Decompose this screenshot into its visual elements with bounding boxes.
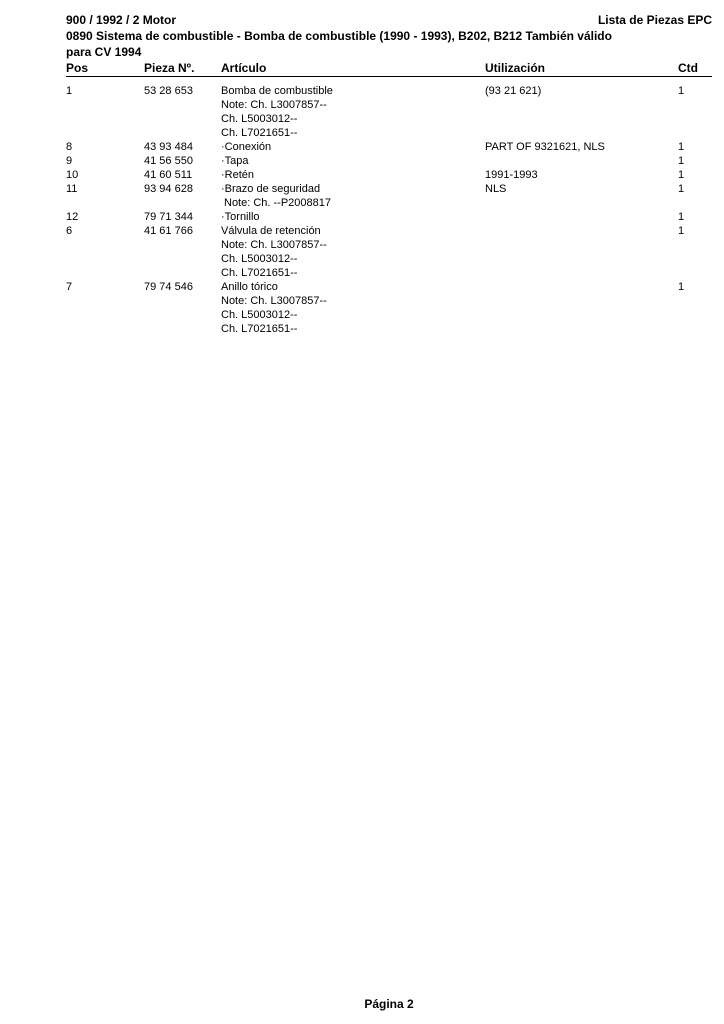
page-number: Página 2 [364,997,414,1011]
row-quantity: 1 [678,155,685,167]
row-note: Note: Ch. L3007857-- [221,239,327,251]
row-pos: 6 [66,225,73,237]
row-usage: 1991-1993 [485,169,538,181]
row-article: Bomba de combustible [221,85,333,97]
row-note: Ch. L5003012-- [221,113,298,125]
row-pos: 11 [66,183,78,195]
row-part-number: 41 61 766 [144,225,193,237]
document-title: 900 / 1992 / 2 Motor [66,13,177,27]
row-article-cell [221,224,327,280]
row-article: ·Conexión [221,141,272,153]
column-header-part-number: Pieza Nº. [144,61,195,75]
row-article-cell [221,140,271,154]
row-article: Anillo tórico [221,281,278,293]
row-note: Ch. L5003012-- [221,309,298,321]
row-pos: 7 [66,281,73,293]
row-article-cell [221,182,331,210]
row-usage: NLS [485,183,507,195]
table-row [0,210,724,224]
row-quantity: 1 [678,225,685,237]
table-row [0,182,724,210]
row-article: Válvula de retención [221,225,321,237]
table-row [0,154,724,168]
row-quantity: 1 [678,211,685,223]
row-article: ·Tapa [221,155,249,167]
row-article-cell [221,280,327,336]
row-part-number: 79 74 546 [144,281,193,293]
catalog-title: Lista de Piezas EPC [597,13,712,27]
row-note: Ch. L7021651-- [221,127,298,139]
column-header-pos: Pos [66,61,89,75]
header-divider [66,76,712,77]
row-quantity: 1 [678,85,685,97]
row-quantity: 1 [678,281,685,293]
row-quantity: 1 [678,141,685,153]
table-row [0,280,724,336]
row-note: Note: Ch. --P2008817 [224,197,332,209]
row-part-number: 53 28 653 [144,85,193,97]
row-usage: PART OF 9321621, NLS [485,141,605,153]
row-article-cell [221,210,260,224]
row-note: Note: Ch. L3007857-- [221,295,327,307]
row-part-number: 41 60 511 [144,169,193,181]
row-quantity: 1 [678,169,685,181]
row-note: Ch. L5003012-- [221,253,298,265]
row-part-number: 43 93 484 [144,141,193,153]
row-part-number: 93 94 628 [144,183,193,195]
table-row [0,224,724,280]
row-article-cell [221,168,254,182]
row-part-number: 79 71 344 [144,211,193,223]
row-note: Ch. L7021651-- [221,267,298,279]
row-pos: 9 [66,155,73,167]
parts-table [0,84,724,336]
row-pos: 1 [66,85,73,97]
row-article-cell [221,154,249,168]
row-usage: (93 21 621) [485,85,542,97]
row-article: ·Brazo de seguridad [221,183,321,195]
row-pos: 12 [66,211,79,223]
column-header-usage: Utilización [485,61,546,75]
table-row [0,84,724,140]
section-title-line-1: 0890 Sistema de combustible - Bomba de combustible (1990 - 1993), B202, B212 También válido [66,29,612,43]
column-header-quantity: Ctd [678,61,698,75]
row-quantity: 1 [678,183,685,195]
row-article-cell [221,84,333,140]
row-pos: 10 [66,169,79,181]
table-row [0,168,724,182]
row-part-number: 41 56 550 [144,155,193,167]
row-pos: 8 [66,141,73,153]
table-row [0,140,724,154]
row-article: ·Tornillo [221,211,260,223]
row-article: ·Retén [221,169,255,181]
row-note: Note: Ch. L3007857-- [221,99,327,111]
column-header-article: Artículo [221,61,267,75]
row-note: Ch. L7021651-- [221,323,298,335]
section-title-line-2: para CV 1994 [66,45,142,59]
